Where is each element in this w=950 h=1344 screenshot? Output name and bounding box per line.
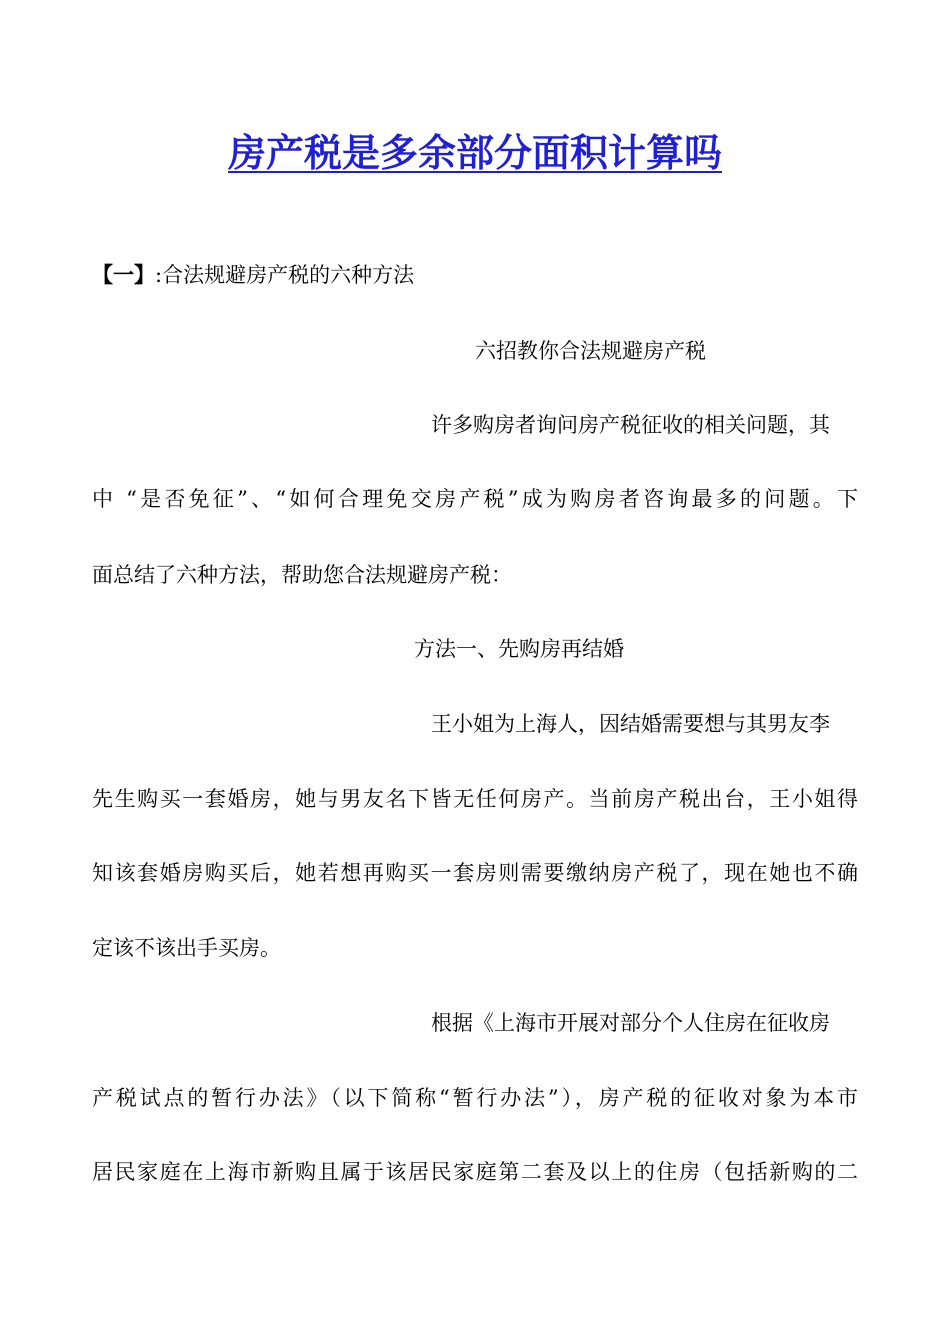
subheading: 六招教你合法规避房产税 — [475, 339, 706, 363]
paragraph-line: 先生购买一套婚房，她与男友名下皆无任何房产。当前房产税出台，王小姐得 — [92, 787, 858, 811]
section-number: 【一】 — [92, 262, 155, 287]
method-heading: 方法一、先购房再结婚 — [414, 637, 624, 661]
paragraph-line: 王小姐为上海人，因结婚需要想与其男友李 — [431, 712, 830, 736]
paragraph-line: 面总结了六种方法，帮助您合法规避房产税： — [92, 563, 512, 587]
section-heading-text: :合法规避房产税的六种方法 — [155, 263, 415, 287]
paragraph-line: 产税试点的暂行办法》（以下简称“暂行办法”），房产税的征收对象为本市 — [92, 1086, 858, 1110]
section-heading — [92, 260, 414, 290]
paragraph-line: 定该不该出手买房。 — [92, 936, 281, 960]
paragraph-line: 居民家庭在上海市新购且属于该居民家庭第二套及以上的住房（包括新购的二 — [92, 1160, 858, 1184]
paragraph-line: 根据《上海市开展对部分个人住房在征收房 — [431, 1011, 830, 1035]
paragraph-line: 知该套婚房购买后，她若想再购买一套房则需要缴纳房产税了，现在她也不确 — [92, 861, 858, 885]
paragraph-line: 中 “是否免征”、“如何合理免交房产税”成为购房者咨询最多的问题。下 — [92, 487, 858, 511]
paragraph-line: 许多购房者询问房产税征收的相关问题，其 — [431, 413, 830, 437]
document-title: 房产税是多余部分面积计算吗 — [227, 131, 722, 175]
